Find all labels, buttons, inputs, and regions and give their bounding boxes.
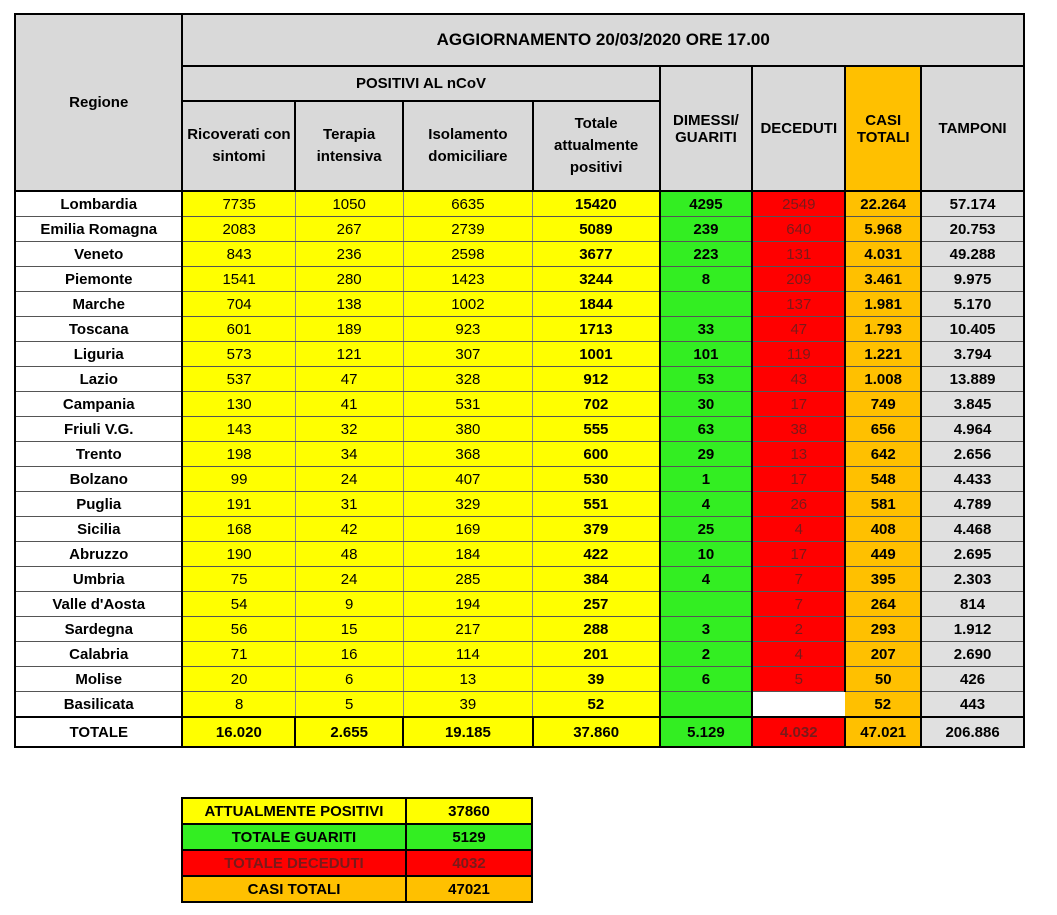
cell-totale: 600 xyxy=(533,442,660,467)
cell-deceduti: 17 xyxy=(752,392,845,417)
totale-casi: 47.021 xyxy=(845,717,921,747)
cell-tamponi: 2.695 xyxy=(921,542,1024,567)
table-row xyxy=(15,342,1024,367)
cell-ricoverati: 54 xyxy=(182,592,295,617)
table-row xyxy=(15,442,1024,467)
table-row xyxy=(15,617,1024,642)
cell-tamponi: 4.964 xyxy=(921,417,1024,442)
summary-row xyxy=(182,824,532,850)
totale-tamponi: 206.886 xyxy=(921,717,1024,747)
cell-totale: 1844 xyxy=(533,292,660,317)
cell-deceduti: 43 xyxy=(752,367,845,392)
cell-totale: 384 xyxy=(533,567,660,592)
cell-deceduti: 131 xyxy=(752,242,845,267)
covid-regions-table xyxy=(14,13,1025,748)
cell-isolamento: 368 xyxy=(403,442,533,467)
cell-regione: Valle d'Aosta xyxy=(15,592,182,617)
cell-deceduti: 7 xyxy=(752,592,845,617)
cell-totale: 912 xyxy=(533,367,660,392)
cell-deceduti: 47 xyxy=(752,317,845,342)
cell-isolamento: 328 xyxy=(403,367,533,392)
cell-totale: 551 xyxy=(533,492,660,517)
summary-value: 4032 xyxy=(406,850,532,876)
cell-ricoverati: 843 xyxy=(182,242,295,267)
cell-terapia: 138 xyxy=(295,292,403,317)
cell-deceduti: 4 xyxy=(752,517,845,542)
cell-tamponi: 49.288 xyxy=(921,242,1024,267)
cell-tamponi: 4.789 xyxy=(921,492,1024,517)
cell-casi: 3.461 xyxy=(845,267,921,292)
cell-totale: 422 xyxy=(533,542,660,567)
header-totale-positivi: Totale attualmente positivi xyxy=(533,101,660,191)
cell-casi: 4.031 xyxy=(845,242,921,267)
update-title: AGGIORNAMENTO 20/03/2020 ORE 17.00 xyxy=(182,14,1024,66)
header-deceduti: DECEDUTI xyxy=(752,66,845,191)
totale-positivi: 37.860 xyxy=(533,717,660,747)
cell-terapia: 48 xyxy=(295,542,403,567)
totale-label: TOTALE xyxy=(15,717,182,747)
cell-terapia: 1050 xyxy=(295,191,403,217)
cell-regione: Friuli V.G. xyxy=(15,417,182,442)
cell-isolamento: 184 xyxy=(403,542,533,567)
cell-totale: 39 xyxy=(533,667,660,692)
cell-totale: 5089 xyxy=(533,217,660,242)
cell-deceduti: 7 xyxy=(752,567,845,592)
table-row xyxy=(15,592,1024,617)
cell-dimessi: 10 xyxy=(660,542,753,567)
header-ricoverati: Ricoverati con sintomi xyxy=(182,101,295,191)
totale-dimessi: 5.129 xyxy=(660,717,753,747)
cell-regione: Umbria xyxy=(15,567,182,592)
header-casi-totali: CASI TOTALI xyxy=(845,66,921,191)
cell-tamponi: 3.845 xyxy=(921,392,1024,417)
table-row xyxy=(15,292,1024,317)
cell-isolamento: 531 xyxy=(403,392,533,417)
cell-ricoverati: 56 xyxy=(182,617,295,642)
table-row xyxy=(15,467,1024,492)
cell-tamponi: 2.656 xyxy=(921,442,1024,467)
cell-dimessi: 30 xyxy=(660,392,753,417)
cell-deceduti: 209 xyxy=(752,267,845,292)
summary-value: 5129 xyxy=(406,824,532,850)
cell-dimessi: 29 xyxy=(660,442,753,467)
cell-totale: 3677 xyxy=(533,242,660,267)
cell-casi: 642 xyxy=(845,442,921,467)
summary-value: 37860 xyxy=(406,798,532,824)
cell-casi: 1.008 xyxy=(845,367,921,392)
cell-casi: 1.221 xyxy=(845,342,921,367)
header-regione: Regione xyxy=(15,14,182,191)
cell-casi: 50 xyxy=(845,667,921,692)
cell-dimessi: 4295 xyxy=(660,191,753,217)
cell-casi: 1.793 xyxy=(845,317,921,342)
totale-isolamento: 19.185 xyxy=(403,717,533,747)
cell-ricoverati: 20 xyxy=(182,667,295,692)
cell-ricoverati: 8 xyxy=(182,692,295,718)
cell-dimessi: 101 xyxy=(660,342,753,367)
cell-terapia: 5 xyxy=(295,692,403,718)
cell-casi: 1.981 xyxy=(845,292,921,317)
cell-casi: 395 xyxy=(845,567,921,592)
cell-dimessi xyxy=(660,592,753,617)
cell-terapia: 41 xyxy=(295,392,403,417)
cell-terapia: 32 xyxy=(295,417,403,442)
cell-ricoverati: 601 xyxy=(182,317,295,342)
cell-terapia: 121 xyxy=(295,342,403,367)
cell-casi: 22.264 xyxy=(845,191,921,217)
cell-isolamento: 169 xyxy=(403,517,533,542)
cell-tamponi: 1.912 xyxy=(921,617,1024,642)
cell-dimessi: 2 xyxy=(660,642,753,667)
cell-casi: 293 xyxy=(845,617,921,642)
header-dimessi: DIMESSI/ GUARITI xyxy=(660,66,753,191)
cell-ricoverati: 537 xyxy=(182,367,295,392)
table-row xyxy=(15,367,1024,392)
table-row xyxy=(15,317,1024,342)
cell-terapia: 267 xyxy=(295,217,403,242)
cell-regione: Marche xyxy=(15,292,182,317)
cell-regione: Abruzzo xyxy=(15,542,182,567)
cell-ricoverati: 7735 xyxy=(182,191,295,217)
cell-isolamento: 329 xyxy=(403,492,533,517)
cell-regione: Piemonte xyxy=(15,267,182,292)
cell-isolamento: 1423 xyxy=(403,267,533,292)
cell-terapia: 42 xyxy=(295,517,403,542)
summary-row xyxy=(182,876,532,902)
cell-deceduti: 640 xyxy=(752,217,845,242)
cell-terapia: 9 xyxy=(295,592,403,617)
cell-casi: 52 xyxy=(845,692,921,718)
cell-tamponi: 20.753 xyxy=(921,217,1024,242)
cell-ricoverati: 2083 xyxy=(182,217,295,242)
cell-casi: 548 xyxy=(845,467,921,492)
cell-casi: 207 xyxy=(845,642,921,667)
table-row xyxy=(15,542,1024,567)
cell-casi: 656 xyxy=(845,417,921,442)
cell-totale: 379 xyxy=(533,517,660,542)
cell-tamponi: 2.303 xyxy=(921,567,1024,592)
cell-isolamento: 2739 xyxy=(403,217,533,242)
table-row xyxy=(15,517,1024,542)
summary-row xyxy=(182,798,532,824)
cell-ricoverati: 573 xyxy=(182,342,295,367)
cell-isolamento: 194 xyxy=(403,592,533,617)
cell-deceduti: 5 xyxy=(752,667,845,692)
cell-casi: 581 xyxy=(845,492,921,517)
table-row xyxy=(15,392,1024,417)
cell-dimessi: 6 xyxy=(660,667,753,692)
summary-value: 47021 xyxy=(406,876,532,902)
cell-tamponi: 814 xyxy=(921,592,1024,617)
summary-label: ATTUALMENTE POSITIVI xyxy=(182,798,406,824)
cell-deceduti: 38 xyxy=(752,417,845,442)
cell-tamponi: 57.174 xyxy=(921,191,1024,217)
cell-tamponi: 5.170 xyxy=(921,292,1024,317)
cell-isolamento: 923 xyxy=(403,317,533,342)
table-row xyxy=(15,217,1024,242)
cell-dimessi xyxy=(660,292,753,317)
cell-terapia: 24 xyxy=(295,467,403,492)
cell-regione: Campania xyxy=(15,392,182,417)
cell-tamponi: 426 xyxy=(921,667,1024,692)
totale-deceduti: 4.032 xyxy=(752,717,845,747)
cell-deceduti: 26 xyxy=(752,492,845,517)
cell-totale: 201 xyxy=(533,642,660,667)
cell-totale: 1713 xyxy=(533,317,660,342)
cell-ricoverati: 71 xyxy=(182,642,295,667)
cell-isolamento: 1002 xyxy=(403,292,533,317)
header-tamponi: TAMPONI xyxy=(921,66,1024,191)
totale-terapia: 2.655 xyxy=(295,717,403,747)
cell-totale: 257 xyxy=(533,592,660,617)
cell-regione: Basilicata xyxy=(15,692,182,718)
cell-casi: 264 xyxy=(845,592,921,617)
cell-totale: 702 xyxy=(533,392,660,417)
cell-ricoverati: 75 xyxy=(182,567,295,592)
cell-regione: Trento xyxy=(15,442,182,467)
cell-tamponi: 9.975 xyxy=(921,267,1024,292)
cell-casi: 449 xyxy=(845,542,921,567)
cell-dimessi: 223 xyxy=(660,242,753,267)
cell-casi: 5.968 xyxy=(845,217,921,242)
cell-isolamento: 2598 xyxy=(403,242,533,267)
cell-tamponi: 10.405 xyxy=(921,317,1024,342)
cell-tamponi: 13.889 xyxy=(921,367,1024,392)
cell-isolamento: 114 xyxy=(403,642,533,667)
cell-totale: 15420 xyxy=(533,191,660,217)
cell-deceduti: 17 xyxy=(752,467,845,492)
cell-totale: 555 xyxy=(533,417,660,442)
cell-deceduti: 137 xyxy=(752,292,845,317)
cell-ricoverati: 704 xyxy=(182,292,295,317)
totale-row xyxy=(15,717,1024,747)
cell-dimessi: 53 xyxy=(660,367,753,392)
cell-ricoverati: 191 xyxy=(182,492,295,517)
cell-isolamento: 407 xyxy=(403,467,533,492)
cell-ricoverati: 1541 xyxy=(182,267,295,292)
cell-dimessi: 63 xyxy=(660,417,753,442)
summary-row xyxy=(182,850,532,876)
cell-terapia: 16 xyxy=(295,642,403,667)
cell-terapia: 24 xyxy=(295,567,403,592)
cell-regione: Lazio xyxy=(15,367,182,392)
cell-terapia: 280 xyxy=(295,267,403,292)
cell-regione: Puglia xyxy=(15,492,182,517)
cell-tamponi: 4.433 xyxy=(921,467,1024,492)
cell-deceduti: 2549 xyxy=(752,191,845,217)
cell-isolamento: 217 xyxy=(403,617,533,642)
cell-dimessi: 239 xyxy=(660,217,753,242)
cell-tamponi: 4.468 xyxy=(921,517,1024,542)
summary-label: TOTALE DECEDUTI xyxy=(182,850,406,876)
cell-regione: Sardegna xyxy=(15,617,182,642)
cell-regione: Molise xyxy=(15,667,182,692)
cell-dimessi: 1 xyxy=(660,467,753,492)
cell-dimessi: 3 xyxy=(660,617,753,642)
cell-isolamento: 380 xyxy=(403,417,533,442)
cell-isolamento: 307 xyxy=(403,342,533,367)
table-row xyxy=(15,492,1024,517)
cell-dimessi: 25 xyxy=(660,517,753,542)
summary-label: CASI TOTALI xyxy=(182,876,406,902)
cell-regione: Lombardia xyxy=(15,191,182,217)
cell-tamponi: 2.690 xyxy=(921,642,1024,667)
table-row xyxy=(15,642,1024,667)
cell-ricoverati: 99 xyxy=(182,467,295,492)
cell-totale: 52 xyxy=(533,692,660,718)
table-row xyxy=(15,242,1024,267)
cell-ricoverati: 190 xyxy=(182,542,295,567)
table-row xyxy=(15,267,1024,292)
cell-regione: Toscana xyxy=(15,317,182,342)
summary-label: TOTALE GUARITI xyxy=(182,824,406,850)
cell-ricoverati: 168 xyxy=(182,517,295,542)
cell-terapia: 189 xyxy=(295,317,403,342)
cell-ricoverati: 130 xyxy=(182,392,295,417)
table-row xyxy=(15,191,1024,217)
cell-isolamento: 285 xyxy=(403,567,533,592)
cell-deceduti: 17 xyxy=(752,542,845,567)
table-row xyxy=(15,692,1024,718)
cell-deceduti: 13 xyxy=(752,442,845,467)
cell-dimessi: 4 xyxy=(660,492,753,517)
table-row xyxy=(15,667,1024,692)
cell-isolamento: 13 xyxy=(403,667,533,692)
cell-regione: Liguria xyxy=(15,342,182,367)
cell-dimessi: 8 xyxy=(660,267,753,292)
cell-regione: Sicilia xyxy=(15,517,182,542)
cell-regione: Veneto xyxy=(15,242,182,267)
table-row xyxy=(15,567,1024,592)
cell-dimessi: 4 xyxy=(660,567,753,592)
cell-tamponi: 443 xyxy=(921,692,1024,718)
totale-ricoverati: 16.020 xyxy=(182,717,295,747)
table-row xyxy=(15,417,1024,442)
cell-casi: 749 xyxy=(845,392,921,417)
header-positivi-group: POSITIVI AL nCoV xyxy=(182,66,659,101)
cell-deceduti: 119 xyxy=(752,342,845,367)
header-terapia: Terapia intensiva xyxy=(295,101,403,191)
cell-terapia: 47 xyxy=(295,367,403,392)
cell-casi: 408 xyxy=(845,517,921,542)
cell-totale: 288 xyxy=(533,617,660,642)
cell-deceduti: 4 xyxy=(752,642,845,667)
cell-dimessi xyxy=(660,692,753,718)
cell-terapia: 6 xyxy=(295,667,403,692)
cell-deceduti: 2 xyxy=(752,617,845,642)
cell-dimessi: 33 xyxy=(660,317,753,342)
cell-deceduti xyxy=(752,692,845,718)
cell-totale: 1001 xyxy=(533,342,660,367)
cell-totale: 530 xyxy=(533,467,660,492)
cell-terapia: 236 xyxy=(295,242,403,267)
cell-totale: 3244 xyxy=(533,267,660,292)
cell-terapia: 34 xyxy=(295,442,403,467)
cell-regione: Bolzano xyxy=(15,467,182,492)
cell-tamponi: 3.794 xyxy=(921,342,1024,367)
cell-ricoverati: 143 xyxy=(182,417,295,442)
cell-terapia: 15 xyxy=(295,617,403,642)
cell-ricoverati: 198 xyxy=(182,442,295,467)
cell-isolamento: 39 xyxy=(403,692,533,718)
cell-isolamento: 6635 xyxy=(403,191,533,217)
cell-regione: Calabria xyxy=(15,642,182,667)
summary-table xyxy=(181,797,533,903)
cell-regione: Emilia Romagna xyxy=(15,217,182,242)
header-isolamento: Isolamento domiciliare xyxy=(403,101,533,191)
cell-terapia: 31 xyxy=(295,492,403,517)
